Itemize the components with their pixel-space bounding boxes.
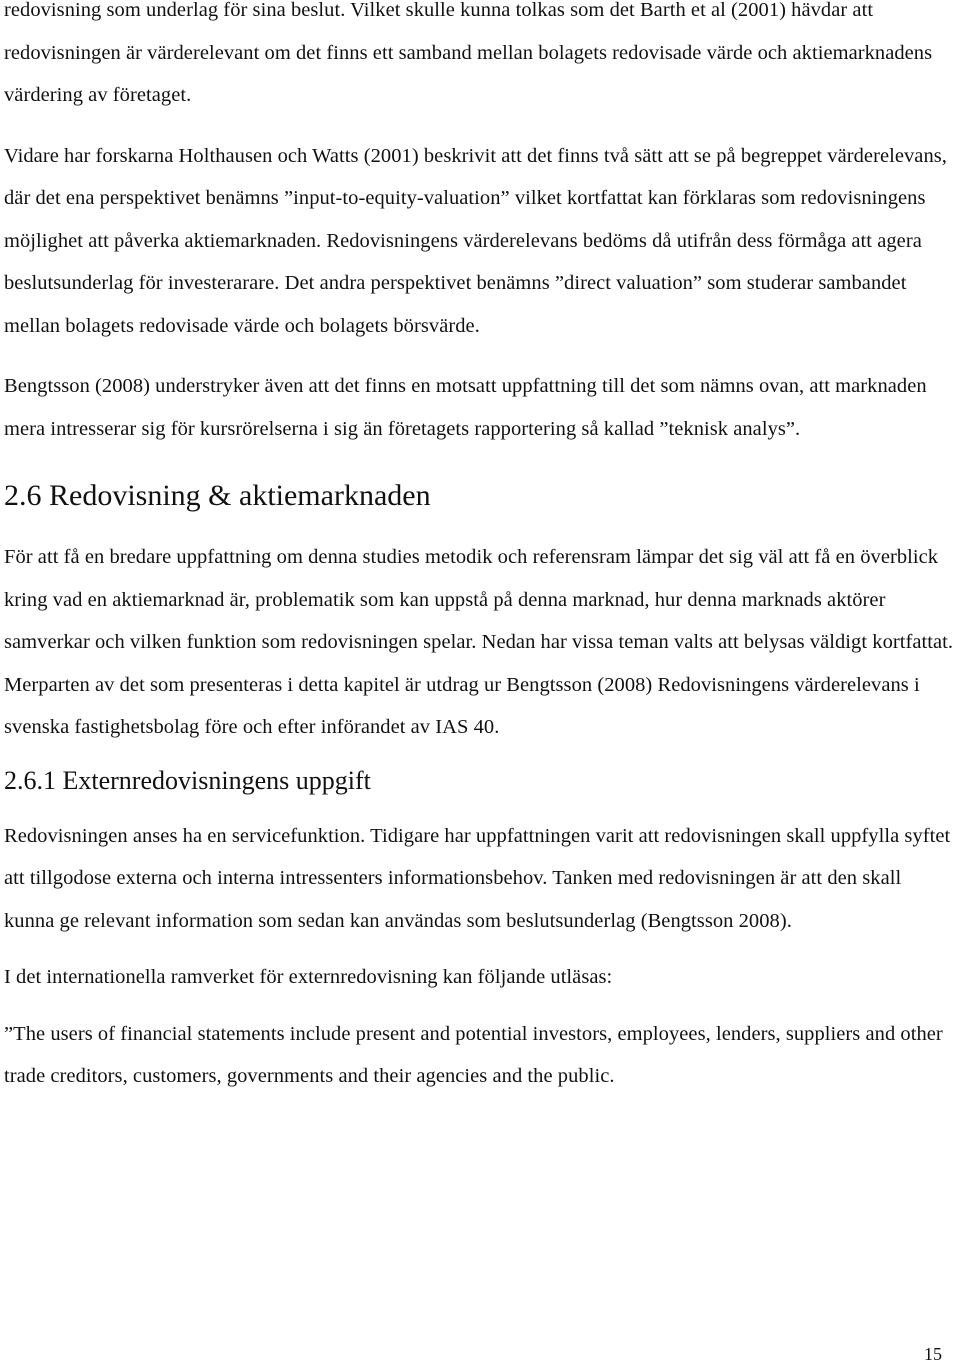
paragraph-service-function: Redovisningen anses ha en servicefunktion. Tidigare har uppfattningen varit att redovisningen skall uppfylla syftet att tillgodose externa och interna intressenters informationsbehov. Tanken med redovisningen är att den skall kunna ge relevant information som sedan kan användas som beslutsunderlag (Bengtsson 2008). <box>4 824 951 932</box>
paragraph-international-framework: I det internationella ramverket för externredovisning kan följande utläsas: <box>4 966 613 988</box>
section-heading-2-6-1: 2.6.1 Externredovisningens uppgift <box>4 765 371 795</box>
paragraph-holthausen-watts: Vidare har forskarna Holthausen och Watts (2001) beskrivit att det finns två sätt att se på begreppet värderelevans, där det ena perspektivet benämns ”input-to-equity-valuation” vilket kortfattat kan förklaras som redovisningens möjlighet att påverka aktiemarknaden. Redovisningens värderelevans bedöms då utifrån dess förmåga att agera beslutsunderlag för investerarare. Det andra perspektivet benämns ”direct valuation” som studerar sambandet mellan bolagets redovisade värde och bolagets börsvärde. <box>4 144 947 337</box>
document-page <box>4 0 956 1098</box>
page-number: 15 <box>924 1344 942 1364</box>
paragraph-section-2-6-intro: För att få en bredare uppfattning om denna studies metodik och referensram lämpar det sig väl att få en överblick kring vad en aktiemarknad är, problematik som kan uppstå på denna marknad, hur denna marknads aktörer samverkar och vilken funktion som redovisningen spelar. Nedan har vissa teman valts att belysas väldigt kortfattat. Merparten av det som presenteras i detta kapitel är utdrag ur Bengtsson (2008) Redovisningens värderelevans i svenska fastighetsbolag före och efter införandet av IAS 40. <box>4 546 954 738</box>
paragraph-quote-users: ”The users of financial statements include present and potential investors, employees, lenders, suppliers and other trade creditors, customers, governments and their agencies and the public. <box>4 1022 943 1087</box>
section-heading-2-6: 2.6 Redovisning & aktiemarknaden <box>4 479 431 512</box>
paragraph-bengtsson-technical-analysis: Bengtsson (2008) understryker även att det finns en motsatt uppfattning till det som nämns ovan, att marknaden mera intresserar sig för kursrörelserna i sig än företagets rapportering så kallad ”teknisk analys”. <box>4 375 927 440</box>
paragraph-intro-continued: redovisning som underlag för sina beslut. Vilket skulle kunna tolkas som det Barth et al (2001) hävdar att redovisningen är värderelevant om det finns ett samband mellan bolagets redovisade värde och aktiemarknadens värdering av företaget. <box>4 0 933 106</box>
